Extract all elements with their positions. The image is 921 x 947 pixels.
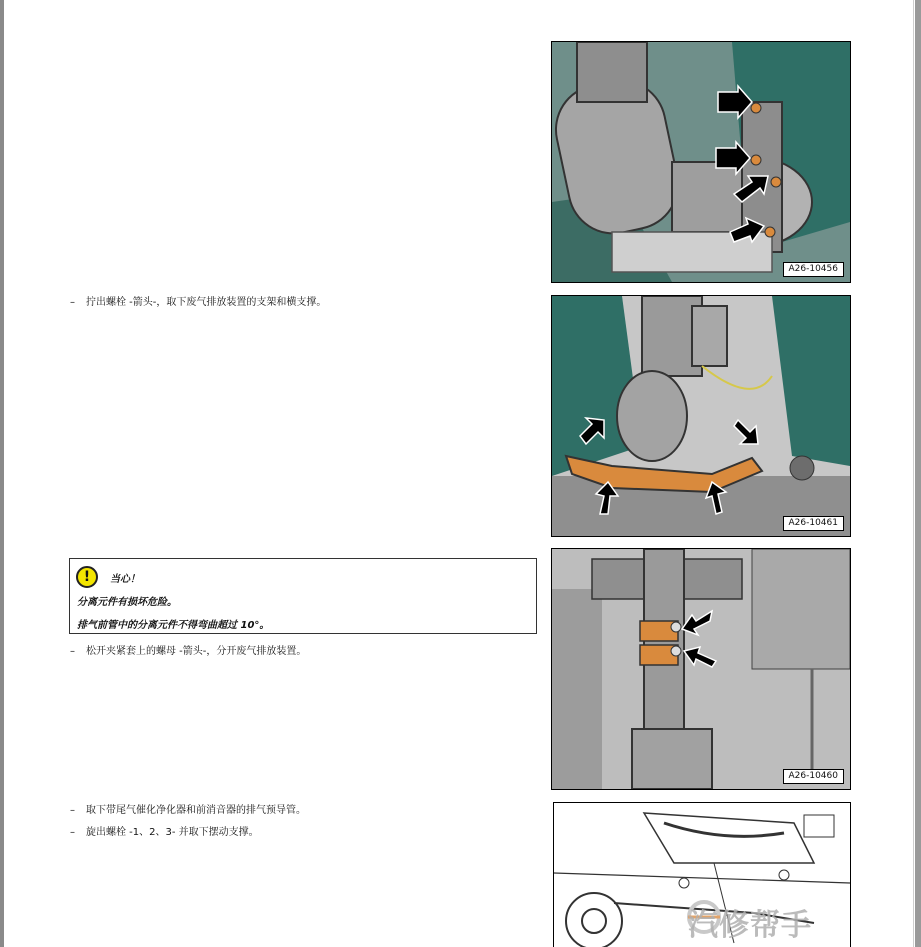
caution-box	[69, 558, 537, 634]
figure-catalytic-converter-bolts	[551, 41, 851, 283]
step-text: 松开夹紧套上的螺母 -箭头-，分开废气排放装置。	[86, 646, 307, 657]
caution-line-1: 分离元件有损坏危险。	[77, 597, 177, 608]
step-text: 拧出螺栓 -箭头-，取下废气排放装置的支架和横支撑。	[86, 297, 327, 308]
page-right-line	[913, 0, 914, 947]
step-remove-pipe	[70, 804, 306, 817]
step-dash: –	[70, 297, 75, 308]
step-remove-bracket	[70, 296, 326, 309]
step-text: 取下带尾气催化净化器和前消音器的排气预导管。	[86, 805, 306, 816]
step-text: 旋出螺栓 -1、2、3- 并取下摆动支撑。	[86, 827, 259, 838]
watermark-text: 汽修帮手	[688, 908, 812, 943]
caution-icon: !	[76, 566, 98, 588]
figure-exhaust-crossmember	[551, 295, 851, 537]
step-dash: –	[70, 827, 75, 838]
step-dash: –	[70, 646, 75, 657]
caution-title: 当心！	[110, 574, 140, 585]
figure-illustration	[552, 296, 850, 536]
step-loosen-clamp	[70, 645, 306, 658]
figure-clamp-sleeve	[551, 548, 851, 790]
page-left-border	[0, 0, 4, 947]
step-dash: –	[70, 805, 75, 816]
figure-label: A26-10460	[783, 769, 845, 784]
figure-illustration	[552, 549, 850, 789]
figure-illustration	[552, 42, 850, 282]
figure-label: A26-10456	[783, 262, 845, 277]
step-remove-support	[70, 826, 259, 839]
caution-line-2: 排气前管中的分离元件不得弯曲超过 10°。	[77, 620, 270, 631]
figure-label: A26-10461	[783, 516, 845, 531]
page-right-border	[915, 0, 921, 947]
